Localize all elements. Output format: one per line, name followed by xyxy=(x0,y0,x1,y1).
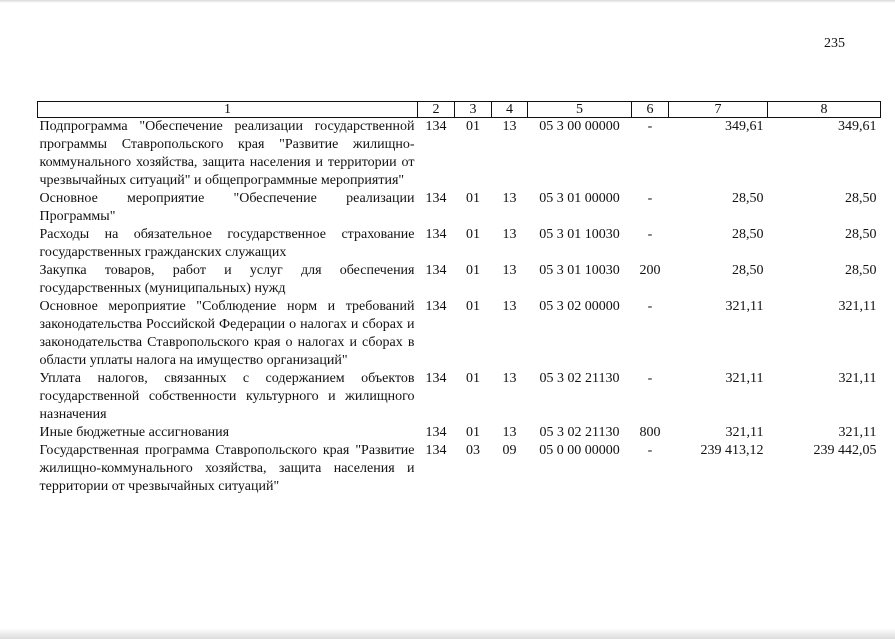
row-section-code: 01 xyxy=(466,425,480,440)
row-target-article: 05 3 00 00000 xyxy=(539,119,620,134)
row-amount-col-7: 321,11 xyxy=(725,299,764,314)
row-expense-type: - xyxy=(647,299,653,314)
row-section-code: 01 xyxy=(466,227,480,242)
row-name: Уплата налогов, связанных с содержанием объектов государственной собственности культурного и жилищного назначения xyxy=(39,371,415,422)
row-amount-col-7: 28,50 xyxy=(732,227,764,242)
page-number: 235 xyxy=(824,36,845,51)
table-row xyxy=(38,370,881,424)
row-amount-col-8: 28,50 xyxy=(845,227,877,242)
row-target-article: 05 3 01 10030 xyxy=(539,263,620,278)
row-ministry-code: 134 xyxy=(425,119,447,134)
row-section-code: 01 xyxy=(466,299,480,314)
header-row xyxy=(38,102,881,118)
table-body xyxy=(38,118,881,497)
row-amount-col-8: 28,50 xyxy=(845,191,877,206)
header-col-7: 7 xyxy=(669,102,768,118)
row-target-article: 05 3 01 10030 xyxy=(539,227,620,242)
scan-bottom-edge xyxy=(0,628,895,639)
row-subsection-code: 13 xyxy=(502,425,517,440)
header-col-1: 1 xyxy=(38,102,418,118)
row-expense-type: - xyxy=(647,371,653,386)
row-section-code: 01 xyxy=(466,371,480,386)
row-subsection-code: 13 xyxy=(502,227,517,242)
row-amount-col-7: 321,11 xyxy=(725,425,764,440)
row-name: Расходы на обязательное государственное страхование государственных гражданских служащих xyxy=(39,227,415,260)
row-expense-type: - xyxy=(647,443,653,458)
row-target-article: 05 3 02 21130 xyxy=(539,371,620,386)
row-ministry-code: 134 xyxy=(425,299,447,314)
header-col-2: 2 xyxy=(418,102,455,118)
row-amount-col-7: 28,50 xyxy=(732,263,764,278)
row-subsection-code: 13 xyxy=(502,119,517,134)
row-amount-col-8: 28,50 xyxy=(845,263,877,278)
row-ministry-code: 134 xyxy=(425,371,447,386)
row-amount-col-8: 321,11 xyxy=(838,371,877,386)
row-amount-col-7: 349,61 xyxy=(725,119,764,134)
row-amount-col-7: 321,11 xyxy=(725,371,764,386)
row-name: Государственная программа Ставропольского края "Развитие жилищно-коммунального хозяйства, защита населения и территории от чрезвычайных ситуаций" xyxy=(39,443,415,494)
header-col-3: 3 xyxy=(455,102,492,118)
row-amount-col-8: 321,11 xyxy=(838,425,877,440)
table-row xyxy=(38,190,881,226)
row-subsection-code: 13 xyxy=(502,299,517,314)
row-ministry-code: 134 xyxy=(425,263,447,278)
table-row xyxy=(38,298,881,370)
row-ministry-code: 134 xyxy=(425,425,447,440)
table-row xyxy=(38,226,881,262)
row-section-code: 01 xyxy=(466,191,480,206)
row-name: Основное мероприятие "Обеспечение реализации Программы" xyxy=(39,191,415,224)
row-expense-type: - xyxy=(647,191,653,206)
row-target-article: 05 3 01 00000 xyxy=(539,191,620,206)
budget-table xyxy=(37,101,881,496)
row-subsection-code: 13 xyxy=(502,371,517,386)
table-header xyxy=(38,102,881,118)
row-amount-col-7: 28,50 xyxy=(732,191,764,206)
header-col-5: 5 xyxy=(528,102,632,118)
row-ministry-code: 134 xyxy=(425,191,447,206)
row-expense-type: - xyxy=(647,227,653,242)
header-col-8: 8 xyxy=(768,102,881,118)
row-amount-col-8: 321,11 xyxy=(838,299,877,314)
table-row xyxy=(38,118,881,191)
row-target-article: 05 3 02 21130 xyxy=(539,425,620,440)
row-name: Закупка товаров, работ и услуг для обеспечения государственных (муниципальных) нужд xyxy=(39,263,415,296)
row-section-code: 01 xyxy=(466,119,480,134)
row-section-code: 03 xyxy=(466,443,480,458)
header-col-4: 4 xyxy=(492,102,528,118)
row-ministry-code: 134 xyxy=(425,443,447,458)
header-col-6: 6 xyxy=(632,102,669,118)
row-subsection-code: 13 xyxy=(502,191,517,206)
scan-top-edge xyxy=(0,0,895,3)
table-row xyxy=(38,262,881,298)
row-amount-col-7: 239 413,12 xyxy=(700,443,764,458)
row-target-article: 05 3 02 00000 xyxy=(539,299,620,314)
row-subsection-code: 13 xyxy=(502,263,517,278)
row-expense-type: 800 xyxy=(639,425,661,440)
row-amount-col-8: 239 442,05 xyxy=(813,443,877,458)
row-name: Основное мероприятие "Соблюдение норм и требований законодательства Российской Федерации о налогах и сборах и законодательства Ставропольского края о налогах и сборах в области уплаты налога на имущество организаций" xyxy=(39,299,415,368)
row-ministry-code: 134 xyxy=(425,227,447,242)
row-expense-type: - xyxy=(647,119,653,134)
row-name: Подпрограмма "Обеспечение реализации государственной программы Ставропольского края "Развитие жилищно-коммунального хозяйства, защита населения и территории от чрезвычайных ситуаций" и общепрограммные мероприятия" xyxy=(39,119,415,188)
table-row xyxy=(38,442,881,496)
row-name: Иные бюджетные ассигнования xyxy=(39,425,230,440)
row-section-code: 01 xyxy=(466,263,480,278)
row-expense-type: 200 xyxy=(639,263,661,278)
row-subsection-code: 09 xyxy=(502,443,517,458)
row-amount-col-8: 349,61 xyxy=(838,119,877,134)
table-row xyxy=(38,424,881,442)
row-target-article: 05 0 00 00000 xyxy=(539,443,620,458)
